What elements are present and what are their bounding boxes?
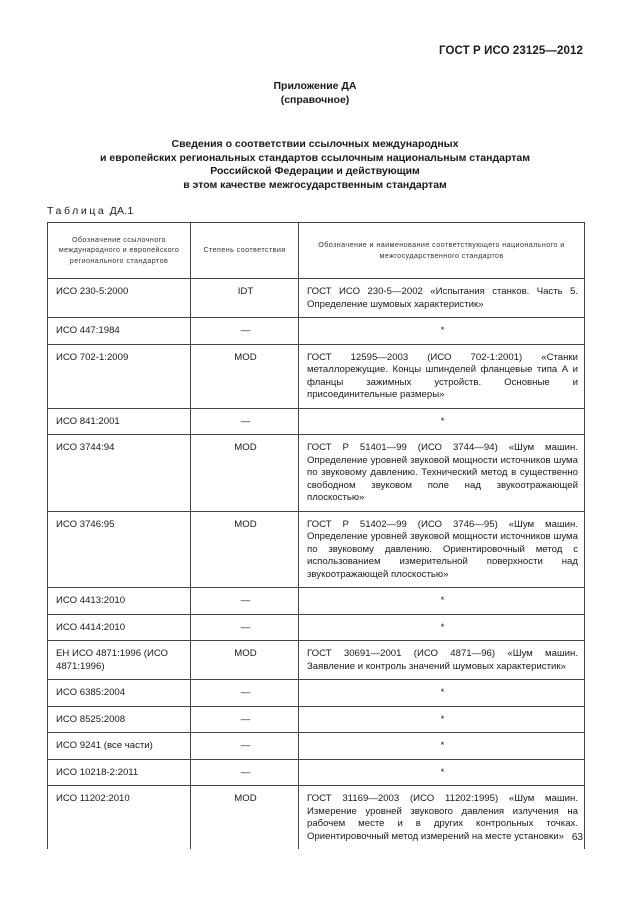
- reference-standard-cell: ИСО 6385:2004: [48, 680, 191, 707]
- title-line: Российской Федерации и действующим: [210, 165, 420, 177]
- reference-standard-cell: ИСО 447:1984: [48, 318, 191, 345]
- degree-cell: —: [191, 759, 299, 786]
- national-standard-cell: *: [299, 614, 585, 641]
- degree-cell: —: [191, 706, 299, 733]
- page-number: 63: [571, 832, 583, 843]
- degree-cell: MOD: [191, 344, 299, 408]
- appendix-title: Приложение ДА: [273, 80, 357, 92]
- header-national-standard: Обозначение и наименование соответствующего национального и межгосударственного стандартов: [299, 223, 585, 279]
- degree-cell: —: [191, 318, 299, 345]
- national-standard-cell: *: [299, 706, 585, 733]
- national-standard-cell: ГОСТ Р 51401—99 (ИСО 3744—94) «Шум машин. Определение уровней звуковой мощности источников шума по звуковому давлению. Технический метод в существенно свободном звуковом поле над звукоотражающей плоскостью»: [299, 435, 585, 512]
- reference-standard-cell: ЕН ИСО 4871:1996 (ИСО 4871:1996): [48, 641, 191, 680]
- reference-standard-cell: ИСО 841:2001: [48, 408, 191, 435]
- national-standard-cell: *: [299, 408, 585, 435]
- degree-cell: —: [191, 588, 299, 615]
- table-header-row: [48, 223, 585, 279]
- title-line: Сведения о соответствии ссылочных международных: [171, 138, 459, 150]
- degree-cell: —: [191, 614, 299, 641]
- table-row: [48, 680, 585, 707]
- national-standard-cell: ГОСТ 12595—2003 (ИСО 702-1:2001) «Станки металлорежущие. Концы шпинделей фланцевые типа А и фланцы зажимных устройств. Основные и присоединительные размеры»: [299, 344, 585, 408]
- national-standard-cell: ГОСТ 30691—2001 (ИСО 4871—96) «Шум машин. Заявление и контроль значений шумовых характеристик»: [299, 641, 585, 680]
- appendix-subtitle: (справочное): [280, 94, 350, 106]
- appendix-heading: [0, 79, 630, 107]
- national-standard-cell: ГОСТ 31169—2003 (ИСО 11202:1995) «Шум машин. Измерение уровней звукового давления излучения на рабочем месте и в других контрольных точках. Ориентировочный метод измерений на месте установки»: [299, 786, 585, 850]
- reference-standard-cell: ИСО 9241 (все части): [48, 733, 191, 760]
- national-standard-cell: *: [299, 680, 585, 707]
- correspondence-table: [47, 222, 585, 849]
- reference-standard-cell: ИСО 230-5:2000: [48, 279, 191, 318]
- reference-standard-cell: ИСО 3744:94: [48, 435, 191, 512]
- degree-cell: MOD: [191, 786, 299, 850]
- degree-cell: MOD: [191, 435, 299, 512]
- national-standard-cell: *: [299, 318, 585, 345]
- degree-cell: IDT: [191, 279, 299, 318]
- reference-standard-cell: ИСО 702-1:2009: [48, 344, 191, 408]
- table-row: [48, 588, 585, 615]
- table-row: [48, 706, 585, 733]
- table-row: [48, 279, 585, 318]
- table-row: [48, 408, 585, 435]
- table-row: [48, 733, 585, 760]
- degree-cell: —: [191, 408, 299, 435]
- table-row: [48, 759, 585, 786]
- degree-cell: MOD: [191, 511, 299, 588]
- title-line: и европейских региональных стандартов ссылочным национальным стандартам: [100, 151, 530, 164]
- degree-cell: MOD: [191, 641, 299, 680]
- degree-cell: —: [191, 680, 299, 707]
- national-standard-cell: ГОСТ ИСО 230-5—2002 «Испытания станков. Часть 5. Определение шумовых характеристик»: [299, 279, 585, 318]
- table-label-word: Таблица: [47, 205, 107, 217]
- table-row: [48, 641, 585, 680]
- section-title: [60, 138, 570, 192]
- table-row: [48, 614, 585, 641]
- table-label-number: ДА.1: [109, 205, 134, 217]
- header-degree-of-conformity: Степень соответствия: [191, 223, 299, 279]
- reference-standard-cell: ИСО 4413:2010: [48, 588, 191, 615]
- table-row: [48, 786, 585, 850]
- table-row: [48, 435, 585, 512]
- table-row: [48, 344, 585, 408]
- national-standard-cell: *: [299, 588, 585, 615]
- table-label: [47, 205, 134, 217]
- table-row: [48, 511, 585, 588]
- national-standard-cell: *: [299, 733, 585, 760]
- national-standard-cell: *: [299, 759, 585, 786]
- degree-cell: —: [191, 733, 299, 760]
- reference-standard-cell: ИСО 3746:95: [48, 511, 191, 588]
- header-reference-standard: Обозначение ссылочного международного и европейского регионального стандартов: [48, 223, 191, 279]
- table-row: [48, 318, 585, 345]
- national-standard-cell: ГОСТ Р 51402—99 (ИСО 3746—95) «Шум машин. Определение уровней звуковой мощности источников шума по звуковому давлению. Ориентировочный метод с использованием измерительной поверхности над звукоотражающей плоскостью»: [299, 511, 585, 588]
- reference-standard-cell: ИСО 4414:2010: [48, 614, 191, 641]
- title-line: в этом качестве межгосударственным стандартам: [183, 178, 447, 191]
- reference-standard-cell: ИСО 10218-2:2011: [48, 759, 191, 786]
- document-code: ГОСТ Р ИСО 23125—2012: [438, 45, 583, 57]
- reference-standard-cell: ИСО 8525:2008: [48, 706, 191, 733]
- reference-standard-cell: ИСО 11202:2010: [48, 786, 191, 850]
